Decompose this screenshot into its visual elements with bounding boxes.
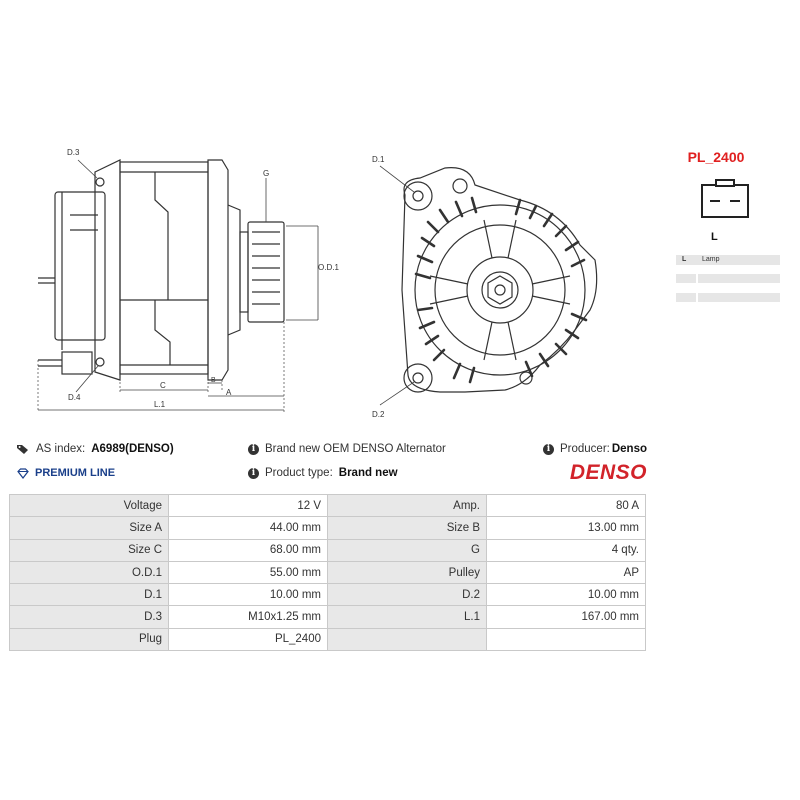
front-d1-label: D.1 xyxy=(372,155,385,164)
spec-label: Size B xyxy=(328,517,487,539)
l1-label: L.1 xyxy=(154,400,166,409)
spec-label: Size A xyxy=(10,517,169,539)
table-row xyxy=(10,561,646,583)
spec-label: D.1 xyxy=(10,584,169,606)
d3-label: D.3 xyxy=(67,148,80,157)
spec-value: 10.00 mm xyxy=(169,584,328,606)
spec-value: 68.00 mm xyxy=(169,539,328,561)
plug-pin-row xyxy=(676,255,780,265)
table-row xyxy=(10,628,646,650)
as-index-label: AS index: xyxy=(36,443,86,455)
premium-line-text: PREMIUM LINE xyxy=(35,467,116,479)
plug-panel xyxy=(676,145,782,305)
spec-label: D.3 xyxy=(10,606,169,628)
spec-label: Size C xyxy=(10,539,169,561)
product-type xyxy=(248,467,398,479)
spec-value: 13.00 mm xyxy=(487,517,646,539)
spec-value: PL_2400 xyxy=(169,628,328,650)
product-description xyxy=(248,443,446,455)
spec-label: G xyxy=(328,539,487,561)
table-row xyxy=(10,495,646,517)
spec-value: 55.00 mm xyxy=(169,561,328,583)
table-row xyxy=(10,539,646,561)
denso-logo: DENSO xyxy=(569,461,647,484)
spec-value: 10.00 mm xyxy=(487,584,646,606)
spec-value: M10x1.25 mm xyxy=(169,606,328,628)
as-index xyxy=(17,443,174,455)
spec-label: Amp. xyxy=(328,495,487,517)
plug-terminal-label: L xyxy=(711,231,718,243)
od1-label: O.D.1 xyxy=(318,263,339,272)
d4-label: D.4 xyxy=(68,393,81,402)
spec-label: Pulley xyxy=(328,561,487,583)
product-type-label: Product type: xyxy=(265,467,333,479)
spec-value xyxy=(487,628,646,650)
alternator-side-view xyxy=(30,140,360,425)
plug-code: PL_2400 xyxy=(687,149,745,165)
table-row xyxy=(10,606,646,628)
product-type-value: Brand new xyxy=(338,467,398,479)
spec-label xyxy=(328,628,487,650)
table-row xyxy=(10,517,646,539)
spec-value: 4 qty. xyxy=(487,539,646,561)
description-text: Brand new OEM DENSO Alternator xyxy=(265,443,446,455)
spec-label: Voltage xyxy=(10,495,169,517)
spec-table xyxy=(9,494,646,651)
spec-value: AP xyxy=(487,561,646,583)
b-label: B xyxy=(211,377,216,384)
spec-label: Plug xyxy=(10,628,169,650)
premium-line-badge xyxy=(17,467,115,479)
pin-description: Lamp xyxy=(702,256,720,263)
info-icon: i xyxy=(248,444,259,455)
info-icon: i xyxy=(248,468,259,479)
producer-value: Denso xyxy=(611,443,647,455)
spec-value: 167.00 mm xyxy=(487,606,646,628)
a-label: A xyxy=(226,388,232,397)
spec-value: 80 A xyxy=(487,495,646,517)
plug-empty-row xyxy=(676,293,780,302)
producer xyxy=(543,443,647,455)
table-row xyxy=(10,584,646,606)
spec-value: 44.00 mm xyxy=(169,517,328,539)
front-d2-label: D.2 xyxy=(372,410,385,419)
g-label: G xyxy=(263,169,270,178)
info-icon: i xyxy=(543,444,554,455)
pin-name: L xyxy=(682,256,687,263)
as-index-value: A6989(DENSO) xyxy=(91,443,174,455)
plug-connector-icon xyxy=(700,179,750,219)
tag-icon xyxy=(17,444,30,455)
spec-label: D.2 xyxy=(328,584,487,606)
spec-label: L.1 xyxy=(328,606,487,628)
alternator-front-view xyxy=(365,150,605,425)
spec-value: 12 V xyxy=(169,495,328,517)
c-label: C xyxy=(160,381,166,390)
spec-label: O.D.1 xyxy=(10,561,169,583)
plug-empty-row xyxy=(676,274,780,283)
diamond-icon xyxy=(17,468,29,479)
producer-label: Producer: xyxy=(559,443,610,455)
